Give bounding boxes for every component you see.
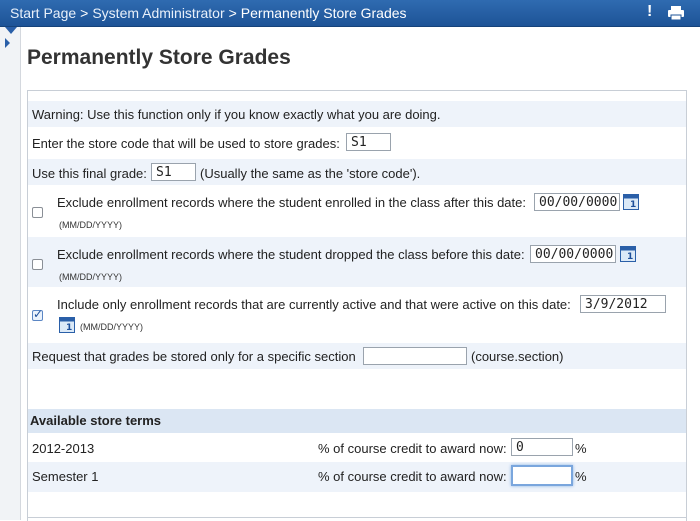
section-label: Request that grades be stored only for a specific section [32,349,356,364]
warning-row [28,101,686,127]
final-grade-input[interactable]: S1 [151,163,196,181]
store-term-row [28,462,686,492]
expand-nav-icon[interactable] [5,38,10,48]
section-row [28,343,686,369]
store-code-input[interactable]: S1 [346,133,391,151]
final-grade-note: (Usually the same as the 'store code'). [200,166,421,181]
exclude-before-date-input[interactable]: 00/00/0000 [530,245,616,263]
breadcrumb-separator: > [80,5,89,21]
svg-text:1: 1 [66,323,73,333]
exclude-before-label: Exclude enrollment records where the student dropped the class before this date: [57,247,525,262]
include-active-row [28,289,686,341]
include-active-date-input[interactable]: 3/9/2012 [580,295,666,313]
breadcrumb-start-page[interactable]: Start Page [10,5,77,21]
calendar-icon[interactable] [623,193,639,210]
store-terms-title: Available store terms [30,413,162,428]
alert-icon[interactable]: ! [647,3,653,20]
store-code-row [28,129,686,155]
print-icon[interactable] [667,6,685,20]
left-collapse-strip [0,27,21,520]
collapse-tab-icon[interactable] [5,27,17,35]
store-code-label: Enter the store code that will be used to store grades: [32,136,340,151]
credit-label: % of course credit to award now: [318,469,507,484]
exclude-before-format: (MM/DD/YYYY) [59,272,122,282]
top-navigation-bar [0,0,700,27]
svg-text:1: 1 [627,252,634,262]
section-note: (course.section) [471,349,564,364]
include-active-format: (MM/DD/YYYY) [80,322,143,332]
store-grades-form [27,90,687,521]
credit-percent-input[interactable]: 0 [511,438,573,456]
exclude-after-date-input[interactable]: 00/00/0000 [534,193,620,211]
exclude-before-row [28,237,686,287]
divider [28,517,686,518]
percent-sign: % [575,441,587,456]
breadcrumb-system-administrator[interactable]: System Administrator [92,5,225,21]
calendar-icon[interactable] [620,245,636,262]
section-input[interactable] [363,347,467,365]
exclude-after-checkbox[interactable] [32,207,43,218]
final-grade-row [28,159,686,185]
include-active-label: Include only enrollment records that are currently active and that were active on this date: [57,297,571,312]
credit-label: % of course credit to award now: [318,441,507,456]
exclude-after-label: Exclude enrollment records where the student enrolled in the class after this date: [57,195,526,210]
include-active-checkbox[interactable] [32,310,43,321]
warning-text: Warning: Use this function only if you know exactly what you are doing. [32,107,441,122]
final-grade-label: Use this final grade: [32,166,147,181]
exclude-after-format: (MM/DD/YYYY) [59,220,122,230]
term-name: Semester 1 [32,469,99,484]
calendar-icon[interactable] [59,316,75,333]
store-term-row [28,434,686,462]
percent-sign: % [575,469,587,484]
store-terms-header [28,409,686,433]
exclude-after-row [28,187,686,237]
term-name: 2012-2013 [32,441,95,456]
breadcrumb-separator: > [228,5,237,21]
credit-percent-input[interactable] [511,465,573,486]
exclude-before-checkbox[interactable] [32,259,43,270]
svg-text:1: 1 [630,200,637,210]
page-title: Permanently Store Grades [27,46,291,69]
breadcrumb [10,5,407,21]
breadcrumb-current: Permanently Store Grades [240,5,407,21]
